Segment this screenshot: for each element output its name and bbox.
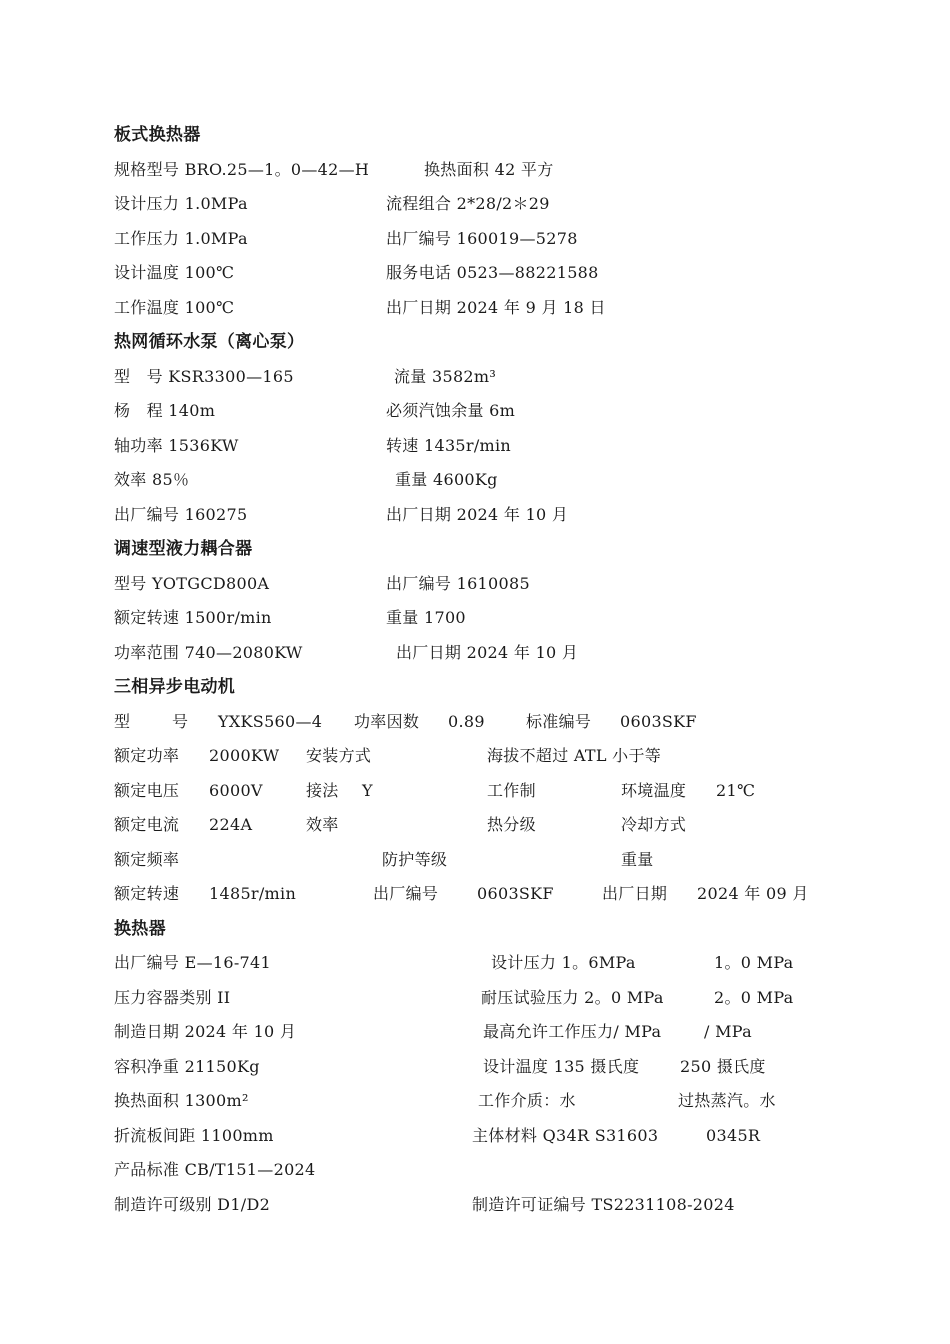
spec-item: 最高允许工作压力/ MPa: [483, 1022, 662, 1041]
spec-row: [0, 429, 950, 463]
spec-item: 制造许可证编号 TS2231108-2024: [472, 1195, 735, 1214]
spec-row: [0, 1188, 950, 1222]
spec-item: 主体材料 Q34R S31603: [472, 1126, 659, 1145]
spec-value: Y: [362, 781, 373, 800]
spec-row: [0, 567, 950, 601]
spec-label: 号: [172, 712, 189, 731]
spec-value: 224A: [209, 815, 253, 834]
spec-label: 功率因数: [354, 712, 420, 731]
spec-item: 设计压力 1.0MPa: [114, 194, 248, 213]
spec-label: 出厂编号: [373, 884, 439, 903]
spec-item: 出厂编号 1610085: [386, 574, 530, 593]
section-heading: 板式换热器: [114, 125, 201, 145]
spec-item: 功率范围 740—2080KW: [114, 643, 303, 662]
spec-row: [0, 187, 950, 221]
spec-label: 冷却方式: [621, 815, 687, 834]
spec-value: 0.89: [448, 712, 485, 731]
spec-item: 重量 1700: [386, 608, 466, 627]
spec-item: 必须汽蚀余量 6m: [386, 401, 516, 420]
spec-row: [0, 1119, 950, 1153]
spec-label: 重量: [621, 850, 654, 869]
spec-item: 工作压力 1.0MPa: [114, 229, 248, 248]
section-heading: 热网循环水泵（离心泵）: [114, 332, 305, 352]
spec-label: 标准编号: [526, 712, 592, 731]
spec-value: YXKS560—4: [218, 712, 323, 731]
spec-value: 0345R: [706, 1126, 761, 1145]
spec-label: 安装方式: [306, 746, 372, 765]
spec-value: 6000V: [209, 781, 263, 800]
spec-item: 出厂编号 E—16-741: [114, 953, 271, 972]
spec-item: 流程组合 2*28/2＊29: [386, 194, 550, 213]
spec-row: [0, 877, 950, 911]
spec-item: 额定转速 1500r/min: [114, 608, 272, 627]
spec-item: 出厂日期 2024 年 9 月 18 日: [386, 298, 606, 317]
spec-row: [0, 1015, 950, 1049]
spec-label: 额定频率: [114, 850, 180, 869]
spec-item: 轴功率 1536KW: [114, 436, 239, 455]
spec-row: [0, 394, 950, 428]
spec-label: 接法: [306, 781, 339, 800]
spec-item: 型号 YOTGCD800A: [114, 574, 270, 593]
section-coupler: [0, 532, 950, 566]
section-motor: [0, 670, 950, 704]
spec-item: 换热面积 42 平方: [424, 160, 554, 179]
spec-row: [0, 981, 950, 1015]
section-plate-exchanger: [0, 118, 950, 152]
spec-value: 21℃: [716, 781, 756, 800]
spec-row: [0, 360, 950, 394]
spec-item: 设计温度 135 摄氏度: [483, 1057, 640, 1076]
spec-row: [0, 256, 950, 290]
section-exchanger: [0, 912, 950, 946]
spec-item: 压力容器类别 II: [114, 988, 231, 1007]
spec-row: [0, 498, 950, 532]
spec-row: [0, 808, 950, 842]
section-heading: 调速型液力耦合器: [114, 539, 253, 559]
spec-value: 2024 年 09 月: [697, 884, 809, 903]
spec-item: 制造日期 2024 年 10 月: [114, 1022, 297, 1041]
spec-item: 产品标准 CB/T151—2024: [114, 1160, 316, 1179]
spec-row: [0, 774, 950, 808]
spec-label: 型: [114, 712, 131, 731]
spec-item: 容积净重 21150Kg: [114, 1057, 260, 1076]
spec-item: 出厂日期 2024 年 10 月: [386, 505, 569, 524]
spec-item: 折流板间距 1100mm: [114, 1126, 274, 1145]
spec-row: [0, 1153, 950, 1187]
spec-item: 工作温度 100℃: [114, 298, 235, 317]
spec-item: 出厂编号 160019—5278: [386, 229, 578, 248]
spec-row: [0, 1050, 950, 1084]
spec-label: 防护等级: [382, 850, 448, 869]
section-pump: [0, 325, 950, 359]
spec-item: 设计温度 100℃: [114, 263, 235, 282]
spec-row: [0, 601, 950, 635]
spec-item: 规格型号 BRO.25—1。0—42—H: [114, 160, 370, 179]
spec-label: 环境温度: [621, 781, 687, 800]
spec-label: 热分级: [487, 815, 536, 834]
section-heading: 换热器: [114, 919, 166, 939]
spec-value: 1。0 MPa: [714, 953, 794, 972]
spec-row: [0, 946, 950, 980]
spec-item: 设计压力 1。6MPa: [491, 953, 636, 972]
spec-label: 额定电流: [114, 815, 180, 834]
spec-label: 海拔不超过 ATL 小于等: [487, 746, 662, 765]
spec-item: 耐压试验压力 2。0 MPa: [481, 988, 664, 1007]
spec-label: 额定功率: [114, 746, 180, 765]
spec-row: [0, 636, 950, 670]
section-heading: 三相异步电动机: [114, 677, 236, 697]
spec-value: 1485r/min: [209, 884, 297, 903]
spec-row: [0, 153, 950, 187]
spec-row: [0, 463, 950, 497]
spec-label: 效率: [306, 815, 339, 834]
spec-item: 换热面积 1300m²: [114, 1091, 249, 1110]
spec-label: 额定转速: [114, 884, 180, 903]
spec-value: 250 摄氏度: [680, 1057, 766, 1076]
spec-value: 0603SKF: [620, 712, 697, 731]
spec-row: [0, 705, 950, 739]
spec-value: 2。0 MPa: [714, 988, 794, 1007]
spec-row: [0, 739, 950, 773]
spec-item: 出厂编号 160275: [114, 505, 248, 524]
spec-value: 2000KW: [209, 746, 280, 765]
spec-item: 制造许可级别 D1/D2: [114, 1195, 271, 1214]
spec-value: 过热蒸汽。水: [678, 1091, 776, 1110]
spec-item: 工作介质：水: [478, 1091, 576, 1110]
spec-item: 效率 85％: [114, 470, 190, 489]
spec-row: [0, 1084, 950, 1118]
spec-value: 0603SKF: [477, 884, 554, 903]
spec-item: 杨 程 140m: [114, 401, 216, 420]
spec-row: [0, 843, 950, 877]
spec-item: 流量 3582m³: [394, 367, 497, 386]
spec-item: 型 号 KSR3300—165: [114, 367, 294, 386]
spec-item: 出厂日期 2024 年 10 月: [396, 643, 579, 662]
spec-item: 转速 1435r/min: [386, 436, 512, 455]
spec-row: [0, 291, 950, 325]
spec-label: 工作制: [487, 781, 536, 800]
spec-value: / MPa: [704, 1022, 752, 1041]
spec-row: [0, 222, 950, 256]
spec-item: 重量 4600Kg: [395, 470, 498, 489]
spec-label: 出厂日期: [602, 884, 668, 903]
spec-label: 额定电压: [114, 781, 180, 800]
spec-item: 服务电话 0523—88221588: [386, 263, 599, 282]
